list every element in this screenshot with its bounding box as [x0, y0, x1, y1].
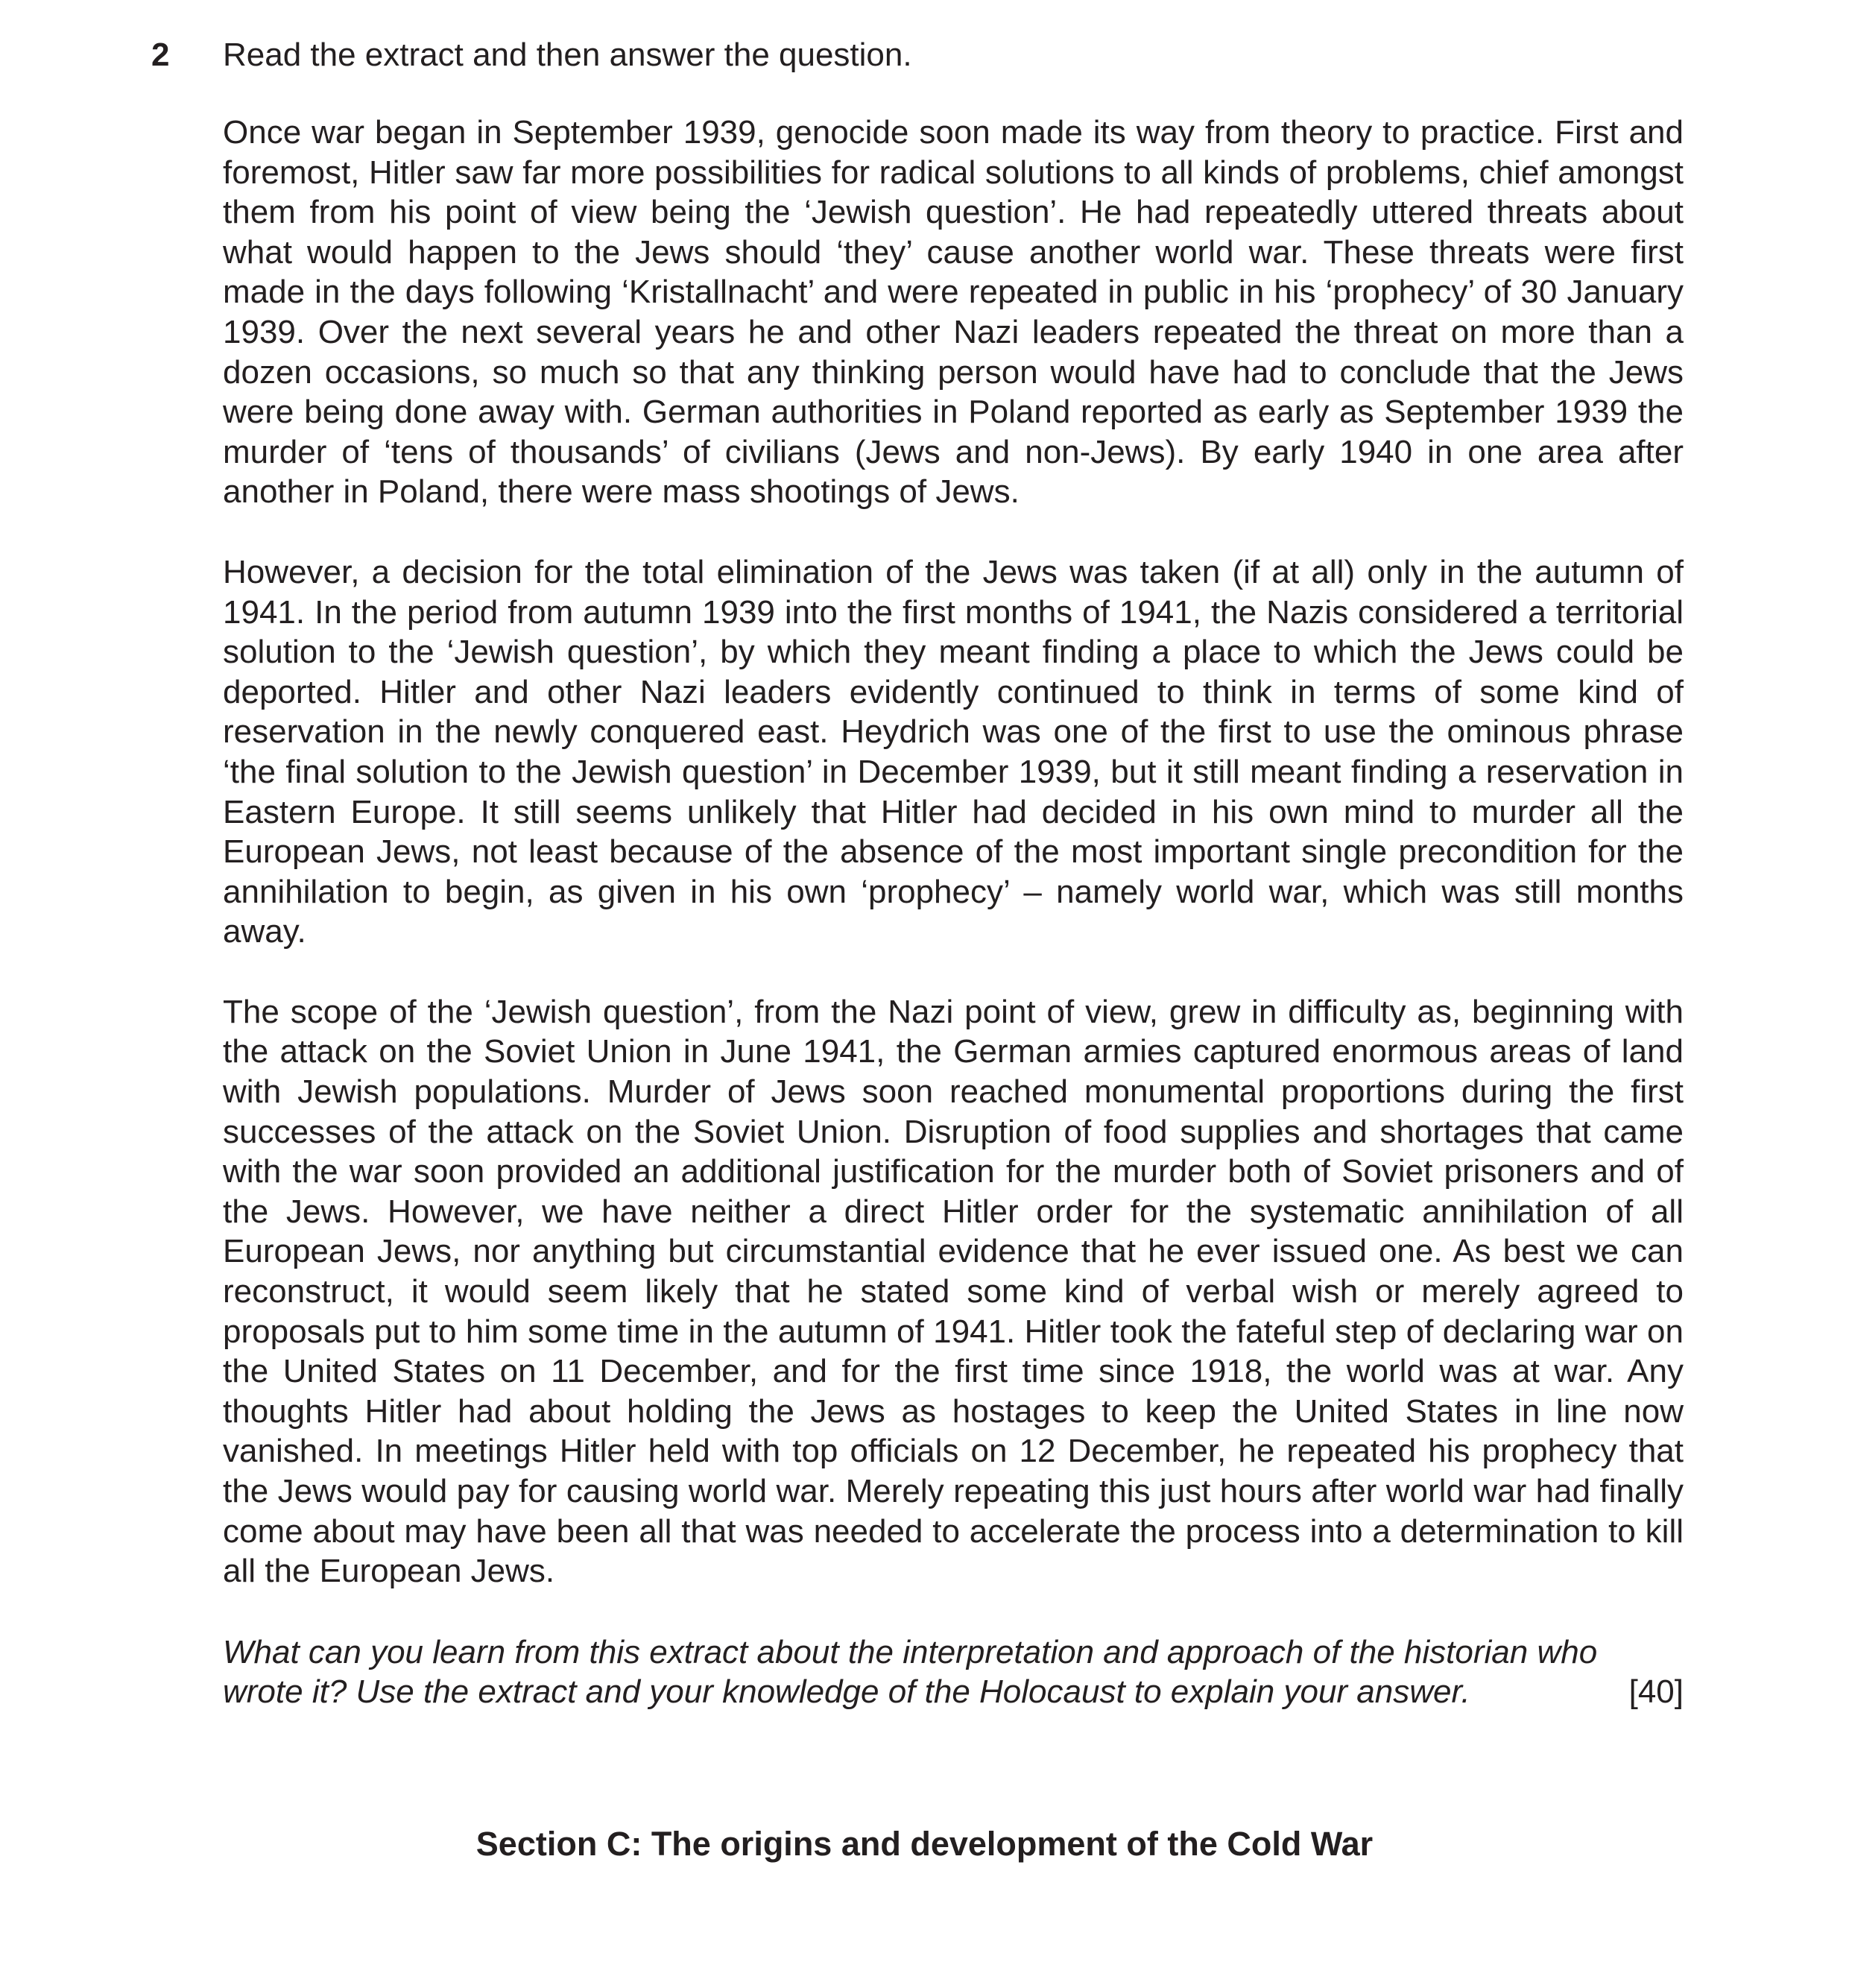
question-prompt-block	[223, 1632, 1684, 1712]
extract-paragraph-1: Once war began in September 1939, genocide soon made its way from theory to practice. First and foremost, Hitler saw far more possibilities for radical solutions to all kinds of problems, chief amongst them from his point of view being the ‘Jewish question’. He had repeatedly uttered threats about what would happen to the Jews should ‘they’ cause another world war. These threats were first made in the days following ‘Kristallnacht’ and were repeated in public in his ‘prophecy’ of 30 January 1939. Over the next several years he and other Nazi leaders repeated the threat on more than a dozen occasions, so much so that any thinking person would have had to conclude that the Jews were being done away with. German authorities in Poland reported as early as September 1939 the murder of ‘tens of thousands’ of civilians (Jews and non-Jews). By early 1940 in one area after another in Poland, there were mass shootings of Jews.	[223, 114, 1684, 511]
extract-paragraph-2: However, a decision for the total elimination of the Jews was taken (if at all) only in the autumn of 1941. In the period from autumn 1939 into the first months of 1941, the Nazis considered a territorial solution to the ‘Jewish question’, by which they meant finding a place to which the Jews could be deported. Hitler and other Nazi leaders evidently continued to think in terms of some kind of reservation in the newly conquered east. Heydrich was one of the first to use the ominous phrase ‘the final solution to the Jewish question’ in December 1939, but it still meant finding a reservation in Eastern Europe. It still seems unlikely that Hitler had decided in his own mind to murder all the European Jews, not least because of the absence of the most important single precondition for the annihilation to begin, as given in his own ‘prophecy’ – namely world war, which was still months away.	[223, 553, 1684, 950]
question-number: 2	[151, 37, 170, 73]
question-prompt: What can you learn from this extract about the interpretation and approach of the historian who wrote it? Use the extract and your knowledge of the Holocaust to explain your answer.	[223, 1633, 1598, 1711]
question-content	[223, 33, 1684, 1712]
question-instruction: Read the extract and then answer the question.	[223, 37, 912, 73]
question-marks: [40]	[1628, 1673, 1684, 1711]
extract-paragraph-3: The scope of the ‘Jewish question’, from the Nazi point of view, grew in difficulty as, beginning with the attack on the Soviet Union in June 1941, the German armies captured enormous areas of land with Jewish populations. Murder of Jews soon reached monumental proportions during the first successes of the attack on the Soviet Union. Disruption of food supplies and shortages that came with the war soon provided an additional justification for the murder both of Soviet prisoners and of the Jews. However, we have neither a direct Hitler order for the systematic annihilation of all European Jews, nor anything but circumstantial evidence that he ever issued one. As best we can reconstruct, it would seem likely that he stated some kind of verbal wish or merely agreed to proposals put to him some time in the autumn of 1941. Hitler took the fateful step of declaring war on the United States on 11 December, and for the first time since 1918, the world was at war. Any thoughts Hitler had about holding the Jews as hostages to keep the United States in line now vanished. In meetings Hitler held with top officials on 12 December, he repeated his prophecy that the Jews would pay for causing world war. Merely repeating this just hours after world war had finally come about may have been all that was needed to accelerate the process into a determination to kill all the European Jews.	[223, 993, 1684, 1590]
section-heading: Section C: The origins and development of the Cold War	[475, 1825, 1374, 1863]
